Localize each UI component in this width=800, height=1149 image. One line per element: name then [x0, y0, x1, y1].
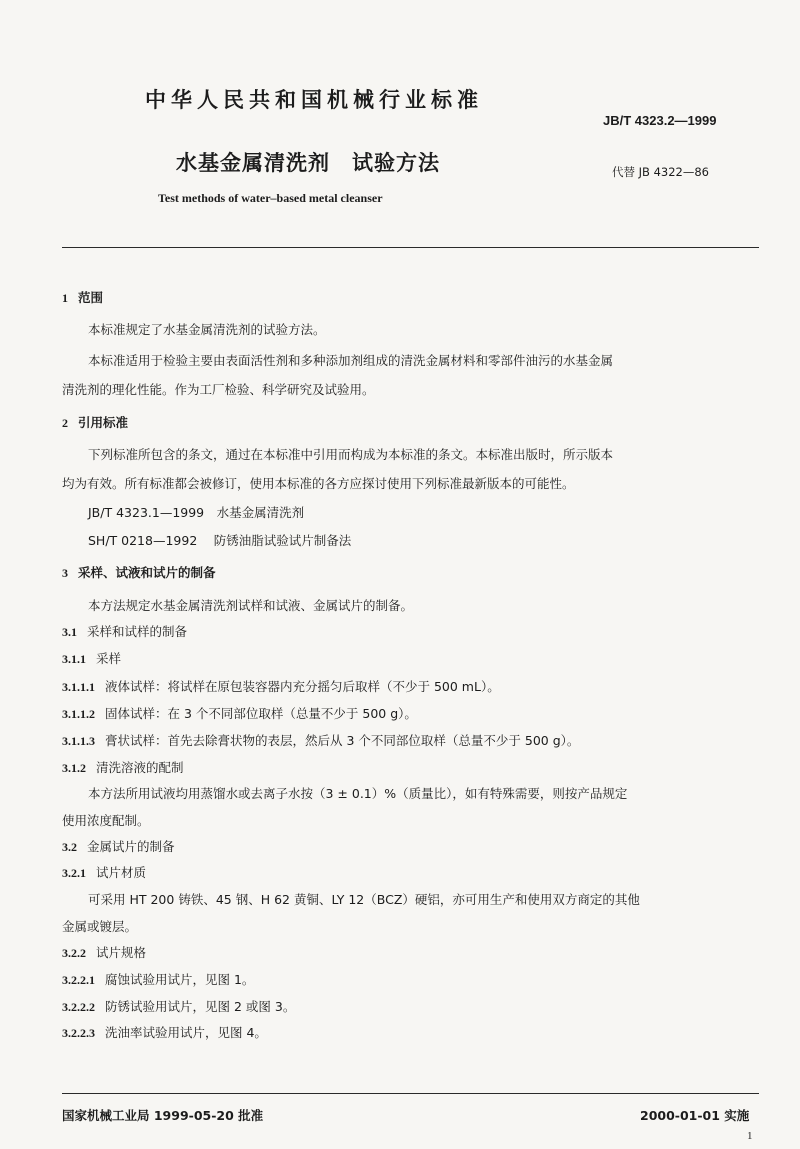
section-number: 3.2.2 — [62, 946, 86, 960]
section-number: 3.2 — [62, 840, 77, 854]
clause-3-1-1-2 — [62, 707, 417, 721]
reference-item: SH/T 0218—1992 防锈油脂试验试片制备法 — [88, 533, 352, 548]
subsection-3-2 — [62, 840, 175, 854]
subsection-3-2-1 — [62, 866, 146, 880]
paragraph: 本方法所用试液均用蒸馏水或去离子水按（3 ± 0.1）%（质量比），如有特殊需要，则按产品规定 — [88, 786, 628, 801]
section-title: 范围 — [78, 290, 104, 305]
implementation-date: 2000-01-01 实施 — [640, 1108, 750, 1123]
page-number: 1 — [747, 1130, 753, 1142]
paragraph: 本方法规定水基金属清洗剂试样和试液、金属试片的制备。 — [88, 598, 414, 613]
section-title: 采样和试样的制备 — [87, 624, 188, 639]
header-divider — [62, 247, 759, 248]
clause-text: 液体试样：将试样在原包装容器内充分摇匀后取样（不少于 500 mL）。 — [105, 679, 500, 694]
section-title: 引用标准 — [78, 415, 129, 430]
clause-text: 腐蚀试验用试片，见图 1。 — [105, 972, 255, 987]
paragraph: 本标准适用于检验主要由表面活性剂和多种添加剂组成的清洗金属材料和零部件油污的水基金属 — [88, 353, 614, 368]
section-title: 清洗溶液的配制 — [96, 760, 184, 775]
clause-3-2-2-2 — [62, 1000, 295, 1014]
section-1-heading — [62, 291, 103, 305]
subsection-3-2-2 — [62, 946, 146, 960]
section-number: 3.2.2.3 — [62, 1026, 95, 1040]
reference-item: JB/T 4323.1—1999 水基金属清洗剂 — [88, 505, 305, 520]
replaces-standard: 代替 JB 4322—86 — [612, 165, 709, 179]
section-3-heading — [62, 566, 216, 580]
paragraph: 可采用 HT 200 铸铁、45 钢、H 62 黄铜、LY 12（BCZ）硬铝，亦可用生产和使用双方商定的其他 — [88, 892, 640, 907]
clause-text: 防锈试验用试片，见图 2 或图 3。 — [105, 999, 296, 1014]
section-number: 3 — [62, 566, 68, 580]
section-title: 采样 — [96, 651, 122, 666]
paragraph: 使用浓度配制。 — [62, 813, 150, 828]
subsection-3-1-2 — [62, 761, 184, 775]
clause-3-2-2-1 — [62, 973, 254, 987]
clause-text: 固体试样：在 3 个不同部位取样（总量不少于 500 g）。 — [105, 706, 417, 721]
clause-3-2-2-3 — [62, 1026, 267, 1040]
clause-text: 洗油率试验用试片，见图 4。 — [105, 1025, 267, 1040]
clause-3-1-1-3 — [62, 734, 579, 748]
document-title-cn: 水基金属清洗剂 试验方法 — [176, 151, 440, 175]
section-number: 2 — [62, 416, 68, 430]
section-number: 3.2.2.1 — [62, 973, 95, 987]
section-number: 3.1.1 — [62, 652, 86, 666]
section-title: 试片材质 — [96, 865, 147, 880]
section-number: 3.1 — [62, 625, 77, 639]
clause-3-1-1-1 — [62, 680, 500, 694]
paragraph: 清洗剂的理化性能。作为工厂检验、科学研究及试验用。 — [62, 382, 375, 397]
section-title: 金属试片的制备 — [87, 839, 175, 854]
section-number: 3.1.1.2 — [62, 707, 95, 721]
document-title-en: Test methods of water–based metal cleanser — [158, 191, 383, 205]
section-number: 3.1.1.3 — [62, 734, 95, 748]
section-2-heading — [62, 416, 128, 430]
approval-note: 国家机械工业局 1999-05-20 批准 — [62, 1108, 264, 1123]
section-number: 3.1.1.1 — [62, 680, 95, 694]
paragraph: 下列标准所包含的条文，通过在本标准中引用而构成为本标准的条文。本标准出版时，所示版本 — [88, 447, 614, 462]
section-title: 采样、试液和试片的制备 — [78, 565, 216, 580]
issuing-body-title: 中华人民共和国机械行业标准 — [145, 88, 483, 112]
section-title: 试片规格 — [96, 945, 147, 960]
subsection-3-1-1 — [62, 652, 121, 666]
standard-number: JB/T 4323.2—1999 — [603, 113, 717, 128]
paragraph: 本标准规定了水基金属清洗剂的试验方法。 — [88, 322, 326, 337]
clause-text: 膏状试样：首先去除膏状物的表层，然后从 3 个不同部位取样（总量不少于 500 g）。 — [105, 733, 580, 748]
subsection-3-1 — [62, 625, 187, 639]
section-number: 3.1.2 — [62, 761, 86, 775]
section-number: 1 — [62, 291, 68, 305]
footer-divider — [62, 1093, 759, 1094]
section-number: 3.2.1 — [62, 866, 86, 880]
paragraph: 金属或镀层。 — [62, 919, 138, 934]
section-number: 3.2.2.2 — [62, 1000, 95, 1014]
paragraph: 均为有效。所有标准都会被修订，使用本标准的各方应探讨使用下列标准最新版本的可能性。 — [62, 476, 575, 491]
